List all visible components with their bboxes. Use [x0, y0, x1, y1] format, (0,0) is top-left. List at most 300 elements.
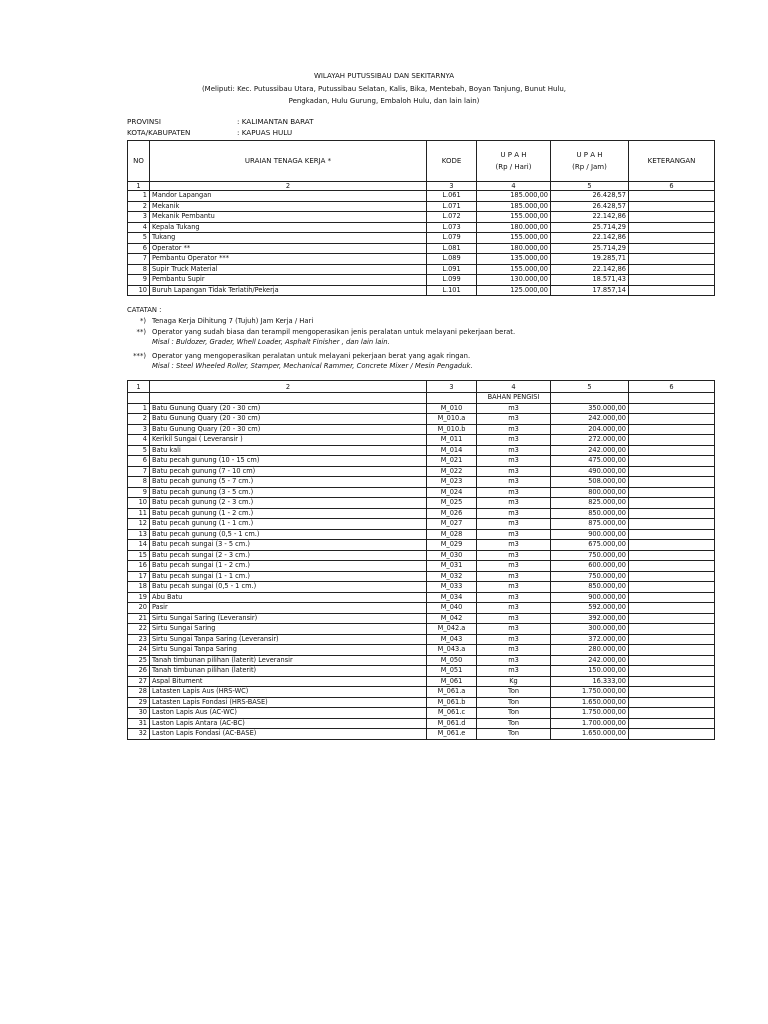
- row-number: 1: [128, 191, 150, 202]
- daily-wage: 180.000,00: [477, 222, 551, 233]
- col-header-upah-jam: [551, 141, 629, 182]
- material-description: Batu pecah gunung (3 - 5 cm.): [150, 487, 427, 498]
- material-price: 800.000,00: [551, 487, 629, 498]
- remarks: [629, 285, 715, 296]
- material-description: Batu pecah gunung (0,5 - 1 cm.): [150, 529, 427, 540]
- labor-row: [128, 212, 715, 223]
- remarks: [629, 487, 715, 498]
- hourly-wage: 22.142,86: [551, 212, 629, 223]
- remarks: [629, 201, 715, 212]
- labor-row: [128, 233, 715, 244]
- labor-description: Mandor Lapangan: [150, 191, 427, 202]
- row-number: 20: [128, 603, 150, 614]
- material-row: [128, 414, 715, 425]
- material-price: 508.000,00: [551, 477, 629, 488]
- row-number: 6: [128, 456, 150, 467]
- row-number: 3: [128, 424, 150, 435]
- material-unit: m3: [477, 487, 551, 498]
- remarks: [629, 708, 715, 719]
- material-description: Batu pecah gunung (5 - 7 cm.): [150, 477, 427, 488]
- row-number: 3: [128, 212, 150, 223]
- material-row: [128, 424, 715, 435]
- material-row: [128, 456, 715, 467]
- material-row: [128, 561, 715, 572]
- remarks: [629, 191, 715, 202]
- row-number: 4: [128, 435, 150, 446]
- section-cell-empty: [427, 393, 477, 404]
- material-unit: m3: [477, 666, 551, 677]
- remarks: [629, 445, 715, 456]
- remarks: [629, 477, 715, 488]
- material-row: [128, 718, 715, 729]
- material-description: Batu pecah sungai (2 - 3 cm.): [150, 550, 427, 561]
- row-number: 5: [128, 445, 150, 456]
- upah-jam-unit: (Rp / Jam): [572, 163, 607, 171]
- col-number: 1: [128, 381, 150, 393]
- material-unit: m3: [477, 508, 551, 519]
- hourly-wage: 22.142,86: [551, 264, 629, 275]
- row-number: 5: [128, 233, 150, 244]
- remarks: [629, 403, 715, 414]
- material-price: 750.000,00: [551, 571, 629, 582]
- material-code: M_025: [427, 498, 477, 509]
- material-row: [128, 508, 715, 519]
- material-description: Tanah timbunan pilihan (laterit) Leveransir: [150, 655, 427, 666]
- remarks: [629, 655, 715, 666]
- material-unit: m3: [477, 540, 551, 551]
- material-code: M_050: [427, 655, 477, 666]
- material-description: Batu pecah sungai (3 - 5 cm.): [150, 540, 427, 551]
- section-row: [128, 393, 715, 404]
- note-text: Operator yang sudah biasa dan terampil mengoperasikan jenis peralatan untuk melayani pekerjaan berat.: [152, 328, 516, 336]
- remarks: [629, 561, 715, 572]
- material-unit: Kg: [477, 676, 551, 687]
- material-description: Tanah timbunan pilihan (laterit): [150, 666, 427, 677]
- row-number: 19: [128, 592, 150, 603]
- material-price: 675.000,00: [551, 540, 629, 551]
- material-row: [128, 634, 715, 645]
- labor-row: [128, 285, 715, 296]
- remarks: [629, 676, 715, 687]
- section-cell-empty: [150, 393, 427, 404]
- section-title: BAHAN PENGISI: [477, 393, 551, 404]
- material-code: M_014: [427, 445, 477, 456]
- material-row: [128, 655, 715, 666]
- document-subtitle-line-1: (Meliputi: Kec. Putussibau Utara, Putussibau Selatan, Kalis, Bika, Mentebah, Boyan Tanjung, Bunut Hulu,: [201, 85, 567, 93]
- material-unit: Ton: [477, 687, 551, 698]
- col-number: 2: [150, 381, 427, 393]
- material-code: M_010.b: [427, 424, 477, 435]
- note-mark: ***): [133, 352, 146, 360]
- material-price: 204.000,00: [551, 424, 629, 435]
- material-description: Latasten Lapis Aus (HRS-WC): [150, 687, 427, 698]
- material-price: 850.000,00: [551, 508, 629, 519]
- labor-description: Pembantu Supir: [150, 275, 427, 286]
- material-unit: m3: [477, 529, 551, 540]
- daily-wage: 125.000,00: [477, 285, 551, 296]
- material-code: M_061.e: [427, 729, 477, 740]
- col-number: 4: [477, 381, 551, 393]
- row-number: 13: [128, 529, 150, 540]
- material-code: M_061.d: [427, 718, 477, 729]
- material-unit: m3: [477, 624, 551, 635]
- material-row: [128, 697, 715, 708]
- material-row: [128, 603, 715, 614]
- material-unit: m3: [477, 550, 551, 561]
- row-number: 22: [128, 624, 150, 635]
- material-price: 600.000,00: [551, 561, 629, 572]
- material-description: Batu pecah gunung (1 - 2 cm.): [150, 508, 427, 519]
- row-number: 7: [128, 466, 150, 477]
- col-number: 5: [551, 381, 629, 393]
- material-description: Batu pecah gunung (1 - 1 cm.): [150, 519, 427, 530]
- remarks: [629, 645, 715, 656]
- material-row: [128, 729, 715, 740]
- col-number: 5: [551, 182, 629, 191]
- material-description: Batu pecah sungai (1 - 2 cm.): [150, 561, 427, 572]
- col-header-keterangan: KETERANGAN: [629, 141, 715, 182]
- row-number: 28: [128, 687, 150, 698]
- row-number: 1: [128, 403, 150, 414]
- hourly-wage: 25.714,29: [551, 222, 629, 233]
- remarks: [629, 254, 715, 265]
- material-unit: m3: [477, 519, 551, 530]
- material-description: Batu pecah sungai (0,5 - 1 cm.): [150, 582, 427, 593]
- labor-row: [128, 201, 715, 212]
- col-number: 4: [477, 182, 551, 191]
- remarks: [629, 508, 715, 519]
- provinsi-value: : KALIMANTAN BARAT: [237, 117, 314, 126]
- material-description: Batu pecah gunung (7 - 10 cm): [150, 466, 427, 477]
- material-price: 242.000,00: [551, 414, 629, 425]
- material-price: 875.000,00: [551, 519, 629, 530]
- material-code: M_031: [427, 561, 477, 572]
- row-number: 2: [128, 414, 150, 425]
- section-cell-empty: [128, 393, 150, 404]
- material-price: 592.000,00: [551, 603, 629, 614]
- material-price: 825.000,00: [551, 498, 629, 509]
- col-header-kode: KODE: [427, 141, 477, 182]
- labor-table-header-row: [128, 141, 715, 182]
- material-code: M_023: [427, 477, 477, 488]
- remarks: [629, 613, 715, 624]
- remarks: [629, 634, 715, 645]
- row-number: 27: [128, 676, 150, 687]
- material-row: [128, 466, 715, 477]
- col-number: 1: [128, 182, 150, 191]
- material-unit: m3: [477, 634, 551, 645]
- remarks: [629, 624, 715, 635]
- material-unit: m3: [477, 603, 551, 614]
- remarks: [629, 529, 715, 540]
- kota-line: [127, 127, 292, 139]
- note-item: [127, 328, 515, 338]
- remarks: [629, 222, 715, 233]
- daily-wage: 155.000,00: [477, 212, 551, 223]
- material-unit: m3: [477, 655, 551, 666]
- labor-description: Supir Truck Material: [150, 264, 427, 275]
- material-description: Sirtu Sungai Saring (Leveransir): [150, 613, 427, 624]
- material-unit: Ton: [477, 697, 551, 708]
- row-number: 17: [128, 571, 150, 582]
- hourly-wage: 25.714,29: [551, 243, 629, 254]
- labor-code: L.072: [427, 212, 477, 223]
- remarks: [629, 414, 715, 425]
- hourly-wage: 17.857,14: [551, 285, 629, 296]
- material-price: 900.000,00: [551, 592, 629, 603]
- material-description: Abu Batu: [150, 592, 427, 603]
- material-description: Batu Gunung Quary (20 - 30 cm): [150, 403, 427, 414]
- document-subtitle-line-2: Pengkadan, Hulu Gurung, Embaloh Hulu, dan lain lain): [288, 97, 480, 105]
- row-number: 8: [128, 477, 150, 488]
- col-header-no: NO: [128, 141, 150, 182]
- material-unit: m3: [477, 424, 551, 435]
- material-code: M_061.c: [427, 708, 477, 719]
- remarks: [629, 571, 715, 582]
- hourly-wage: 26.428,57: [551, 191, 629, 202]
- document-title: WILAYAH PUTUSSIBAU DAN SEKITARNYA: [313, 72, 455, 80]
- material-price: 1.750.000,00: [551, 708, 629, 719]
- labor-column-number-row: [128, 182, 715, 191]
- material-code: M_030: [427, 550, 477, 561]
- material-price: 1.650.000,00: [551, 729, 629, 740]
- col-number: 3: [427, 182, 477, 191]
- material-code: M_026: [427, 508, 477, 519]
- material-description: Batu Gunung Quary (20 - 30 cm): [150, 414, 427, 425]
- material-unit: m3: [477, 592, 551, 603]
- material-price: 475.000,00: [551, 456, 629, 467]
- hourly-wage: 19.285,71: [551, 254, 629, 265]
- remarks: [629, 582, 715, 593]
- material-code: M_032: [427, 571, 477, 582]
- material-unit: m3: [477, 613, 551, 624]
- material-unit: m3: [477, 561, 551, 572]
- material-row: [128, 498, 715, 509]
- note-mark: **): [136, 328, 146, 336]
- material-description: Laston Lapis Antara (AC-BC): [150, 718, 427, 729]
- note-item: [127, 352, 515, 362]
- labor-code: L.099: [427, 275, 477, 286]
- row-number: 14: [128, 540, 150, 551]
- material-price: 350.000,00: [551, 403, 629, 414]
- material-unit: m3: [477, 445, 551, 456]
- kota-label: KOTA/KABUPATEN: [127, 128, 191, 137]
- daily-wage: 155.000,00: [477, 264, 551, 275]
- row-number: 10: [128, 498, 150, 509]
- material-unit: m3: [477, 498, 551, 509]
- labor-code: L.081: [427, 243, 477, 254]
- material-description: Batu Gunung Quary (20 - 30 cm): [150, 424, 427, 435]
- material-price: 490.000,00: [551, 466, 629, 477]
- row-number: 4: [128, 222, 150, 233]
- material-row: [128, 445, 715, 456]
- labor-row: [128, 254, 715, 265]
- material-unit: m3: [477, 456, 551, 467]
- material-unit: m3: [477, 466, 551, 477]
- remarks: [629, 498, 715, 509]
- col-header-uraian: URAIAN TENAGA KERJA *: [150, 141, 427, 182]
- material-code: M_033: [427, 582, 477, 593]
- remarks: [629, 540, 715, 551]
- material-description: Batu pecah gunung (10 - 15 cm): [150, 456, 427, 467]
- remarks: [629, 718, 715, 729]
- section-cell-empty: [551, 393, 629, 404]
- material-row: [128, 403, 715, 414]
- material-code: M_011: [427, 435, 477, 446]
- row-number: 9: [128, 487, 150, 498]
- material-unit: m3: [477, 403, 551, 414]
- note-item: [127, 317, 515, 327]
- section-cell-empty: [629, 393, 715, 404]
- material-price: 392.000,00: [551, 613, 629, 624]
- remarks: [629, 687, 715, 698]
- remarks: [629, 550, 715, 561]
- remarks: [629, 519, 715, 530]
- material-code: M_051: [427, 666, 477, 677]
- hourly-wage: 18.571,43: [551, 275, 629, 286]
- row-number: 8: [128, 264, 150, 275]
- row-number: 24: [128, 645, 150, 656]
- remarks: [629, 424, 715, 435]
- daily-wage: 180.000,00: [477, 243, 551, 254]
- material-description: Batu kali: [150, 445, 427, 456]
- row-number: 25: [128, 655, 150, 666]
- note-text: Operator yang mengoperasikan peralatan untuk melayani pekerjaan berat yang agak ringan.: [152, 352, 471, 360]
- material-row: [128, 582, 715, 593]
- material-price: 242.000,00: [551, 445, 629, 456]
- material-code: M_010.a: [427, 414, 477, 425]
- labor-code: L.061: [427, 191, 477, 202]
- row-number: 6: [128, 243, 150, 254]
- labor-code: L.089: [427, 254, 477, 265]
- material-row: [128, 487, 715, 498]
- labor-row: [128, 222, 715, 233]
- row-number: 29: [128, 697, 150, 708]
- row-number: 10: [128, 285, 150, 296]
- labor-description: Tukang: [150, 233, 427, 244]
- remarks: [629, 603, 715, 614]
- material-price: 300.000,00: [551, 624, 629, 635]
- kota-value: : KAPUAS HULU: [237, 128, 293, 137]
- material-code: M_034: [427, 592, 477, 603]
- material-row: [128, 519, 715, 530]
- provinsi-label: PROVINSI: [127, 117, 161, 126]
- row-number: 12: [128, 519, 150, 530]
- row-number: 26: [128, 666, 150, 677]
- material-unit: m3: [477, 571, 551, 582]
- daily-wage: 185.000,00: [477, 191, 551, 202]
- material-price-table: [127, 380, 715, 740]
- material-price: 1.700.000,00: [551, 718, 629, 729]
- labor-row: [128, 275, 715, 286]
- labor-code: L.073: [427, 222, 477, 233]
- material-code: M_021: [427, 456, 477, 467]
- remarks: [629, 435, 715, 446]
- labor-wage-table: [127, 140, 715, 296]
- material-price: 242.000,00: [551, 655, 629, 666]
- labor-code: L.071: [427, 201, 477, 212]
- row-number: 15: [128, 550, 150, 561]
- notes-section: [127, 306, 515, 371]
- material-unit: m3: [477, 477, 551, 488]
- material-price: 1.650.000,00: [551, 697, 629, 708]
- material-description: Laston Lapis Aus (AC-WC): [150, 708, 427, 719]
- remarks: [629, 697, 715, 708]
- material-unit: m3: [477, 645, 551, 656]
- daily-wage: 130.000,00: [477, 275, 551, 286]
- note-text: Tenaga Kerja Dihitung 7 (Tujuh) Jam Kerja / Hari: [152, 316, 314, 325]
- remarks: [629, 264, 715, 275]
- material-code: M_029: [427, 540, 477, 551]
- material-row: [128, 687, 715, 698]
- material-description: Batu pecah sungai (1 - 1 cm.): [150, 571, 427, 582]
- remarks: [629, 666, 715, 677]
- col-number: 6: [629, 381, 715, 393]
- material-price: 272.000,00: [551, 435, 629, 446]
- material-code: M_061: [427, 676, 477, 687]
- material-unit: m3: [477, 414, 551, 425]
- material-code: M_010: [427, 403, 477, 414]
- labor-description: Pembantu Operator ***: [150, 254, 427, 265]
- row-number: 18: [128, 582, 150, 593]
- col-number: 3: [427, 381, 477, 393]
- notes-title: CATATAN :: [127, 306, 162, 314]
- labor-description: Mekanik: [150, 201, 427, 212]
- note-sub: [127, 362, 515, 372]
- material-row: [128, 477, 715, 488]
- material-description: Sirtu Sungai Saring: [150, 624, 427, 635]
- remarks: [629, 456, 715, 467]
- material-price: 150.000,00: [551, 666, 629, 677]
- material-code: M_042.a: [427, 624, 477, 635]
- row-number: 23: [128, 634, 150, 645]
- remarks: [629, 243, 715, 254]
- labor-row: [128, 264, 715, 275]
- remarks: [629, 592, 715, 603]
- material-price: 280.000,00: [551, 645, 629, 656]
- note-example: Misal : Steel Wheeled Roller, Stamper, Mechanical Rammer, Concrete Mixer / Mesin Pengaduk.: [152, 361, 473, 370]
- material-row: [128, 592, 715, 603]
- material-code: M_040: [427, 603, 477, 614]
- material-price: 1.750.000,00: [551, 687, 629, 698]
- material-unit: Ton: [477, 708, 551, 719]
- daily-wage: 155.000,00: [477, 233, 551, 244]
- col-header-upah-hari: [477, 141, 551, 182]
- labor-code: L.079: [427, 233, 477, 244]
- row-number: 9: [128, 275, 150, 286]
- labor-description: Buruh Lapangan Tidak Terlatih/Pekerja: [150, 285, 427, 296]
- remarks: [629, 233, 715, 244]
- col-number: 2: [150, 182, 427, 191]
- material-row: [128, 624, 715, 635]
- remarks: [629, 212, 715, 223]
- row-number: 32: [128, 729, 150, 740]
- daily-wage: 185.000,00: [477, 201, 551, 212]
- row-number: 31: [128, 718, 150, 729]
- material-price: 750.000,00: [551, 550, 629, 561]
- material-row: [128, 676, 715, 687]
- material-description: Kerikil Sungai ( Leveransir ): [150, 435, 427, 446]
- material-description: Latasten Lapis Fondasi (HRS-BASE): [150, 697, 427, 708]
- hourly-wage: 26.428,57: [551, 201, 629, 212]
- row-number: 30: [128, 708, 150, 719]
- material-code: M_024: [427, 487, 477, 498]
- row-number: 2: [128, 201, 150, 212]
- material-price: 372.000,00: [551, 634, 629, 645]
- hourly-wage: 22.142,86: [551, 233, 629, 244]
- row-number: 21: [128, 613, 150, 624]
- col-number: 6: [629, 182, 715, 191]
